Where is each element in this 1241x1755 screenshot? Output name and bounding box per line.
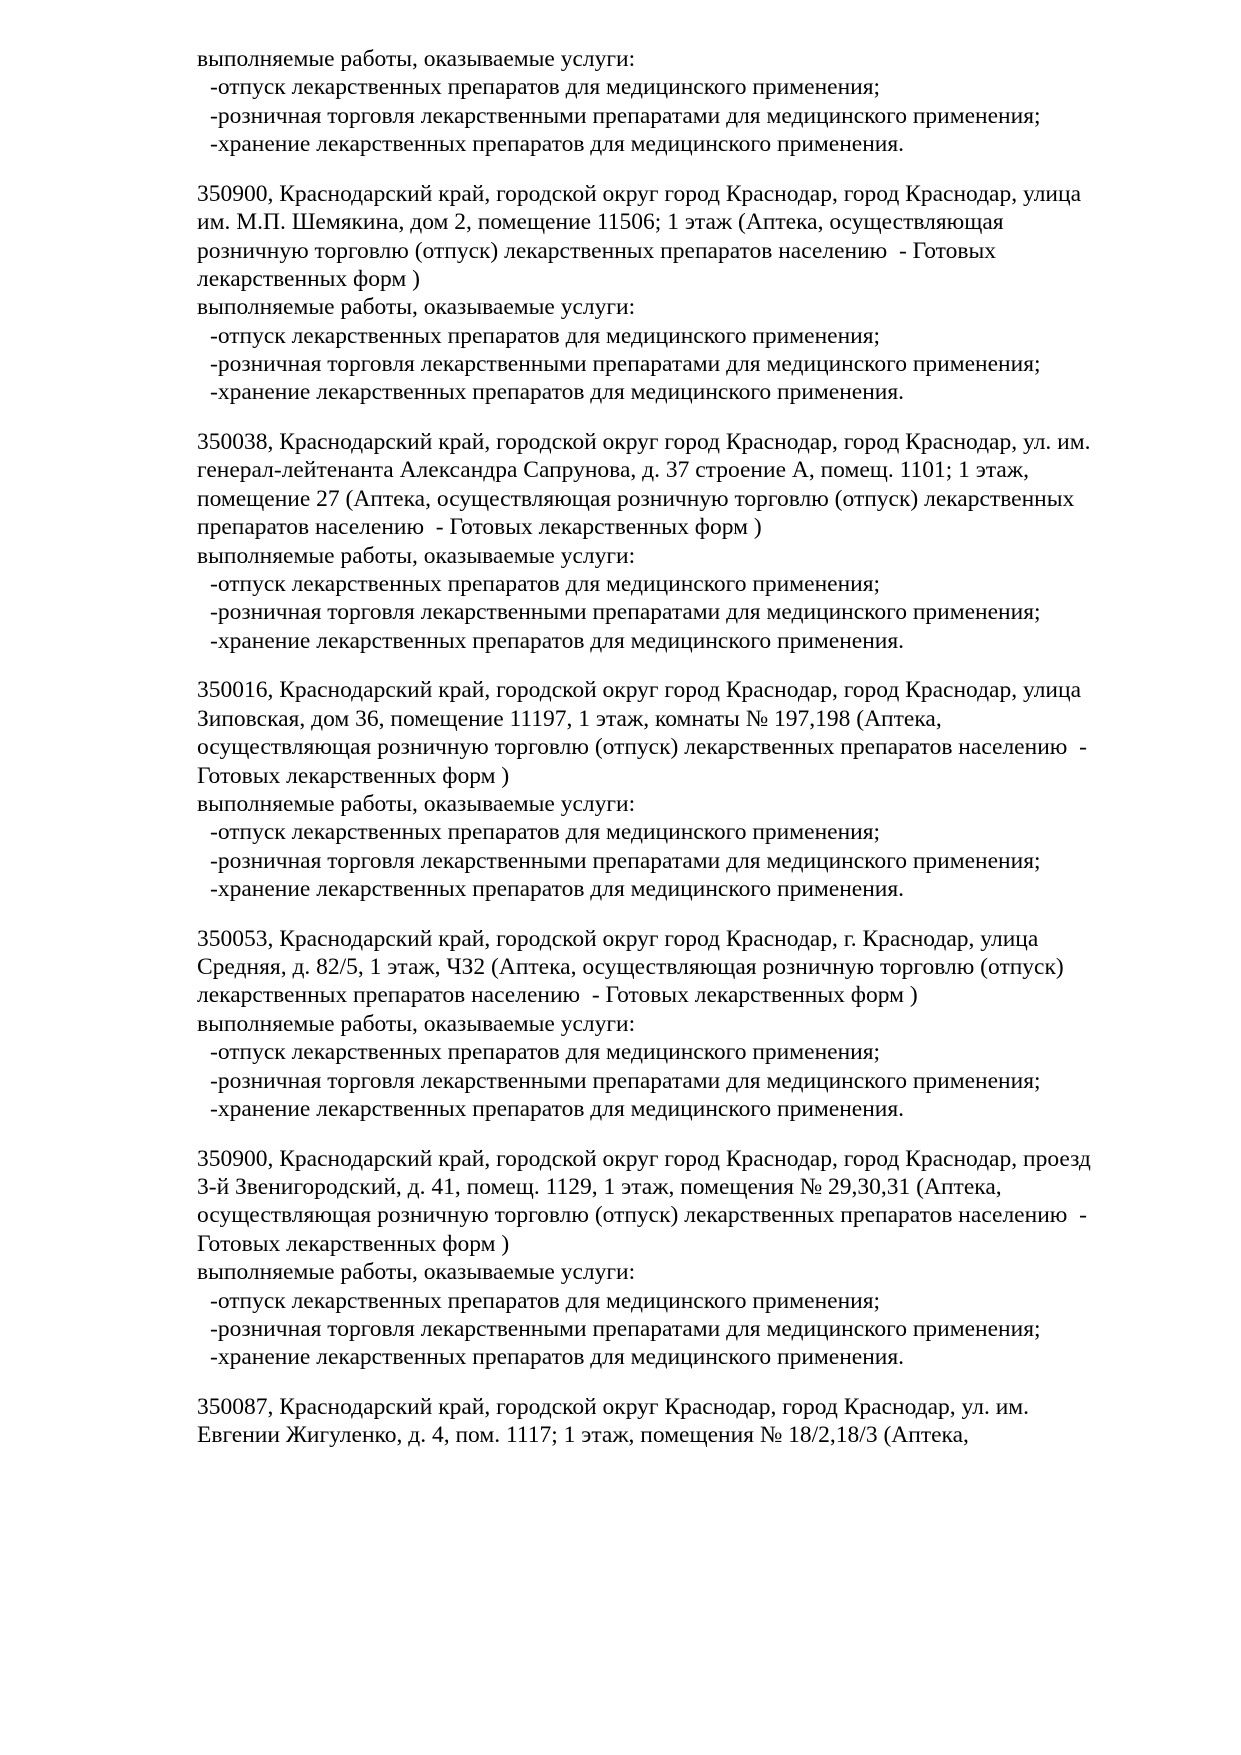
address-line: Зиповская, дом 36, помещение 11197, 1 этаж, комнаты № 197,198 (Аптека, (197, 705, 942, 732)
service-item: -хранение лекарственных препаратов для медицинского применения. (210, 379, 905, 406)
service-item: -хранение лекарственных препаратов для медицинского применения. (210, 1344, 905, 1371)
address-line: 3-й Звенигородский, д. 41, помещ. 1129, 1 этаж, помещения № 29,30,31 (Аптека, (197, 1174, 1002, 1200)
service-item: -хранение лекарственных препаратов для медицинского применения. (210, 627, 905, 654)
service-item: -розничная торговля лекарственными препаратами для медицинского применения; (210, 351, 1041, 378)
service-item: -отпуск лекарственных препаратов для медицинского применения; (210, 74, 881, 101)
license-text-body (197, 45, 1207, 1450)
address-block (197, 180, 1207, 294)
address-line: 350900, Краснодарский край, городской округ город Краснодар, город Краснодар, улица (197, 180, 1082, 207)
address-line: лекарственных форм ) (197, 265, 420, 292)
service-item: -розничная торговля лекарственными препаратами для медицинского применения; (210, 847, 1041, 874)
services-heading: выполняемые работы, оказываемые услуги: (197, 1259, 636, 1286)
services-block (197, 1258, 1207, 1372)
address-block (197, 428, 1207, 542)
address-line: помещение 27 (Аптека, осуществляющая розничную торговлю (отпуск) лекарственных (197, 485, 1075, 512)
services-heading: выполняемые работы, оказываемые услуги: (197, 542, 636, 569)
address-block (197, 1393, 1207, 1450)
address-line: Средняя, д. 82/5, 1 этаж, ЧЗ2 (Аптека, осуществляющая розничную торговлю (отпуск) (197, 954, 1064, 981)
service-item: -хранение лекарственных препаратов для медицинского применения. (210, 1096, 905, 1123)
services-heading: выполняемые работы, оказываемые услуги: (197, 1010, 636, 1037)
service-item: -отпуск лекарственных препаратов для медицинского применения; (210, 322, 881, 349)
service-item: -розничная торговля лекарственными препаратами для медицинского применения; (210, 1067, 1041, 1094)
service-item: -розничная торговля лекарственными препаратами для медицинского применения; (210, 102, 1041, 129)
services-block (197, 1010, 1207, 1124)
address-block (197, 925, 1207, 1010)
service-item: -отпуск лекарственных препаратов для медицинского применения; (210, 819, 881, 846)
service-item: -розничная торговля лекарственными препаратами для медицинского применения; (210, 599, 1041, 626)
address-line: розничную торговлю (отпуск) лекарственных препаратов населению - Готовых (197, 237, 996, 264)
address-line: Евгении Жигуленко, д. 4, пом. 1117; 1 этаж, помещения № 18/2,18/3 (Аптека, (197, 1422, 969, 1449)
service-item: -отпуск лекарственных препаратов для медицинского применения; (210, 1039, 881, 1066)
services-block (197, 790, 1207, 904)
address-line: 350038, Краснодарский край, городской округ город Краснодар, город Краснодар, ул. им. (197, 429, 1091, 456)
services-heading: выполняемые работы, оказываемые услуги: (197, 46, 636, 72)
service-item: -хранение лекарственных препаратов для медицинского применения. (210, 131, 905, 158)
address-line: осуществляющая розничную торговлю (отпуск) лекарственных препаратов населению - (197, 1202, 1087, 1229)
services-heading: выполняемые работы, оказываемые услуги: (197, 790, 636, 817)
service-item: -отпуск лекарственных препаратов для медицинского применения; (210, 571, 881, 598)
service-item: -хранение лекарственных препаратов для медицинского применения. (210, 876, 905, 903)
services-block (197, 293, 1207, 407)
services-block (197, 542, 1207, 656)
address-line: Готовых лекарственных форм ) (197, 762, 510, 789)
address-line: им. М.П. Шемякина, дом 2, помещение 11506; 1 этаж (Аптека, осуществляющая (197, 209, 1004, 236)
address-line: 350016, Краснодарский край, городской округ город Краснодар, город Краснодар, улица (197, 677, 1082, 704)
address-block (197, 676, 1207, 790)
address-line: 350087, Краснодарский край, городской округ Краснодар, город Краснодар, ул. им. (197, 1393, 1030, 1420)
address-line: генерал-лейтенанта Александра Сапрунова, д. 37 строение А, помещ. 1101; 1 этаж, (197, 457, 1029, 484)
service-item: -отпуск лекарственных препаратов для медицинского применения; (210, 1287, 881, 1314)
address-line: 350053, Краснодарский край, городской округ город Краснодар, г. Краснодар, улица (197, 925, 1039, 952)
services-block (197, 45, 1207, 159)
service-item: -розничная торговля лекарственными препаратами для медицинского применения; (210, 1315, 1041, 1342)
address-line: осуществляющая розничную торговлю (отпуск) лекарственных препаратов населению - (197, 734, 1087, 761)
address-line: лекарственных препаратов населению - Готовых лекарственных форм ) (197, 982, 918, 1009)
services-heading: выполняемые работы, оказываемые услуги: (197, 294, 636, 321)
address-line: Готовых лекарственных форм ) (197, 1230, 510, 1257)
address-line: препаратов населению - Готовых лекарственных форм ) (197, 514, 762, 541)
address-line: 350900, Краснодарский край, городской округ город Краснодар, город Краснодар, проезд (197, 1145, 1091, 1172)
address-block (197, 1145, 1207, 1259)
